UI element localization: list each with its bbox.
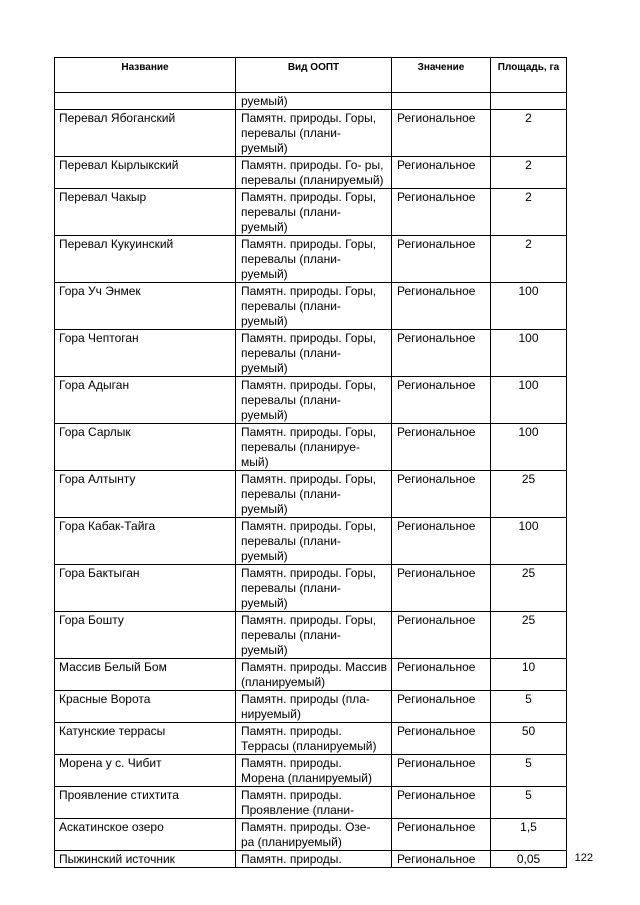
- table-row: [55, 283, 567, 330]
- kind-cell: Памятн. природы. Горы, перевалы (плани- руемый): [236, 283, 392, 330]
- table-row: [55, 565, 567, 612]
- name-cell: Перевал Кырлыкский: [55, 157, 236, 189]
- table-row: [55, 330, 567, 377]
- significance-cell: Региональное: [392, 377, 491, 424]
- table-row: [55, 819, 567, 851]
- area-cell: 25: [491, 471, 567, 518]
- significance-cell: Региональное: [392, 471, 491, 518]
- header-kind: Вид ООПТ: [236, 58, 392, 93]
- name-cell: Гора Сарлык: [55, 424, 236, 471]
- name-cell: Гора Чептоган: [55, 330, 236, 377]
- continuation-name-cell: [55, 93, 236, 110]
- kind-cell: Памятн. природы.: [236, 851, 392, 868]
- kind-cell: Памятн. природы. Горы, перевалы (плани- руемый): [236, 236, 392, 283]
- table-row: [55, 189, 567, 236]
- significance-cell: Региональное: [392, 612, 491, 659]
- name-cell: Массив Белый Бом: [55, 659, 236, 691]
- table-row: [55, 157, 567, 189]
- table-row: [55, 659, 567, 691]
- area-cell: 1,5: [491, 819, 567, 851]
- kind-cell: Памятн. природы. Горы, перевалы (плани- руемый): [236, 471, 392, 518]
- continuation-row: [55, 93, 567, 110]
- name-cell: Гора Бактыган: [55, 565, 236, 612]
- name-cell: Пыжинский источник: [55, 851, 236, 868]
- table-row: [55, 518, 567, 565]
- kind-cell: Памятн. природы. Горы, перевалы (планируе- мый): [236, 424, 392, 471]
- significance-cell: Региональное: [392, 819, 491, 851]
- kind-cell: Памятн. природы. Террасы (планируемый): [236, 723, 392, 755]
- kind-cell: Памятн. природы. Морена (планируемый): [236, 755, 392, 787]
- table-row: [55, 377, 567, 424]
- area-cell: 100: [491, 424, 567, 471]
- table-row: [55, 691, 567, 723]
- area-cell: 100: [491, 330, 567, 377]
- area-cell: 100: [491, 377, 567, 424]
- area-cell: 25: [491, 612, 567, 659]
- significance-cell: Региональное: [392, 110, 491, 157]
- significance-cell: Региональное: [392, 723, 491, 755]
- area-cell: 10: [491, 659, 567, 691]
- kind-cell: Памятн. природы. Го- ры, перевалы (планируемый): [236, 157, 392, 189]
- significance-cell: Региональное: [392, 851, 491, 868]
- table-row: [55, 424, 567, 471]
- area-cell: 2: [491, 189, 567, 236]
- name-cell: Гора Алтынту: [55, 471, 236, 518]
- name-cell: Перевал Чакыр: [55, 189, 236, 236]
- table-row: [55, 787, 567, 819]
- kind-cell: Памятн. природы. Горы, перевалы (плани- руемый): [236, 189, 392, 236]
- kind-cell: Памятн. природы. Горы, перевалы (плани- руемый): [236, 612, 392, 659]
- area-cell: 5: [491, 755, 567, 787]
- name-cell: Гора Бошту: [55, 612, 236, 659]
- table-header-row: [55, 58, 567, 93]
- name-cell: Аскатинское озеро: [55, 819, 236, 851]
- table-row: [55, 110, 567, 157]
- continuation-area-cell: [491, 93, 567, 110]
- name-cell: Гора Уч Энмек: [55, 283, 236, 330]
- page-number: 122: [574, 852, 593, 864]
- area-cell: 100: [491, 283, 567, 330]
- oopt-table: [54, 57, 567, 868]
- name-cell: Красные Ворота: [55, 691, 236, 723]
- name-cell: Гора Кабак-Тайга: [55, 518, 236, 565]
- significance-cell: Региональное: [392, 755, 491, 787]
- kind-cell: Памятн. природы (пла- нируемый): [236, 691, 392, 723]
- area-cell: 2: [491, 157, 567, 189]
- kind-cell: Памятн. природы. Массив (планируемый): [236, 659, 392, 691]
- table-row: [55, 755, 567, 787]
- significance-cell: Региональное: [392, 283, 491, 330]
- kind-cell: Памятн. природы. Горы, перевалы (плани- руемый): [236, 110, 392, 157]
- area-cell: 100: [491, 518, 567, 565]
- name-cell: Перевал Кукуинский: [55, 236, 236, 283]
- area-cell: 25: [491, 565, 567, 612]
- significance-cell: Региональное: [392, 787, 491, 819]
- kind-cell: Памятн. природы. Горы, перевалы (плани- руемый): [236, 377, 392, 424]
- area-cell: 0,05: [491, 851, 567, 868]
- name-cell: Морена у с. Чибит: [55, 755, 236, 787]
- significance-cell: Региональное: [392, 157, 491, 189]
- area-cell: 5: [491, 787, 567, 819]
- name-cell: Гора Адыган: [55, 377, 236, 424]
- header-significance: Значение: [392, 58, 491, 93]
- significance-cell: Региональное: [392, 518, 491, 565]
- table-row: [55, 851, 567, 868]
- continuation-significance-cell: [392, 93, 491, 110]
- continuation-kind-cell: руемый): [236, 93, 392, 110]
- significance-cell: Региональное: [392, 424, 491, 471]
- kind-cell: Памятн. природы. Озе- ра (планируемый): [236, 819, 392, 851]
- name-cell: Проявление стихтита: [55, 787, 236, 819]
- area-cell: 2: [491, 110, 567, 157]
- area-cell: 5: [491, 691, 567, 723]
- kind-cell: Памятн. природы. Горы, перевалы (плани- руемый): [236, 565, 392, 612]
- significance-cell: Региональное: [392, 565, 491, 612]
- significance-cell: Региональное: [392, 659, 491, 691]
- area-cell: 2: [491, 236, 567, 283]
- significance-cell: Региональное: [392, 330, 491, 377]
- table-row: [55, 471, 567, 518]
- significance-cell: Региональное: [392, 189, 491, 236]
- header-area: Площадь, га: [491, 58, 567, 93]
- table-row: [55, 612, 567, 659]
- header-name: Название: [55, 58, 236, 93]
- name-cell: Катунские террасы: [55, 723, 236, 755]
- significance-cell: Региональное: [392, 236, 491, 283]
- kind-cell: Памятн. природы. Проявление (плани-: [236, 787, 392, 819]
- significance-cell: Региональное: [392, 691, 491, 723]
- kind-cell: Памятн. природы. Горы, перевалы (плани- руемый): [236, 518, 392, 565]
- area-cell: 50: [491, 723, 567, 755]
- name-cell: Перевал Ябоганский: [55, 110, 236, 157]
- kind-cell: Памятн. природы. Горы, перевалы (плани- руемый): [236, 330, 392, 377]
- table-row: [55, 723, 567, 755]
- table-row: [55, 236, 567, 283]
